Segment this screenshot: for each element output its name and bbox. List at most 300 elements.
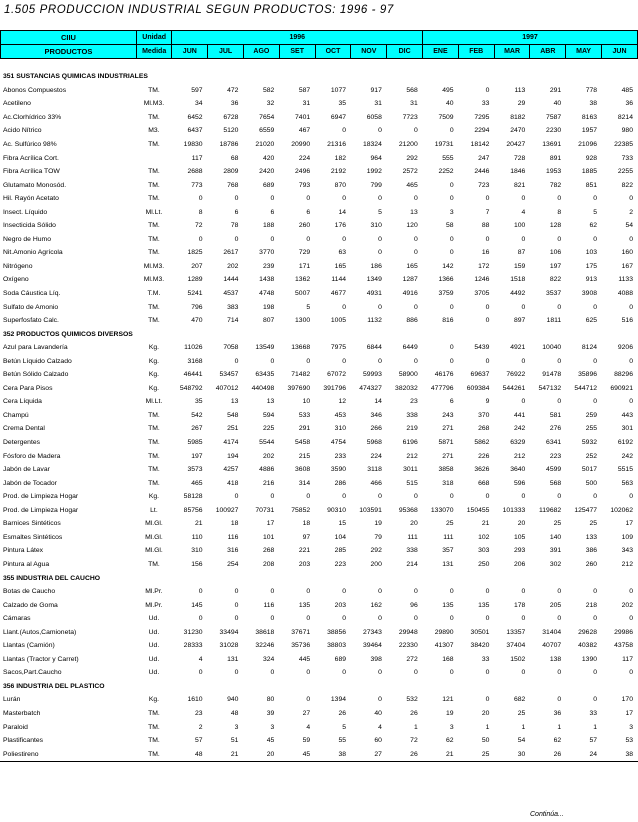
unit-cell: Ml.M3.	[143, 100, 165, 108]
table-row	[0, 368, 638, 382]
table-row	[0, 138, 638, 152]
value-cell: 0	[521, 303, 526, 311]
table-row	[0, 382, 638, 396]
value-cell: 63435	[255, 371, 275, 379]
value-cell: 5968	[366, 439, 382, 447]
value-cell: 13	[266, 398, 275, 406]
value-cell: 1362	[295, 276, 311, 284]
value-cell: 0	[629, 303, 633, 311]
table-row	[0, 693, 638, 707]
table-row	[0, 97, 638, 111]
value-cell: 260	[298, 222, 311, 230]
value-cell: 1992	[366, 168, 382, 176]
value-cell: 101333	[502, 506, 526, 514]
value-cell: 445	[298, 655, 311, 663]
value-cell: 142	[442, 262, 454, 270]
value-cell: 8	[198, 208, 203, 216]
value-cell: 165	[406, 262, 418, 270]
value-cell: 3770	[259, 249, 275, 257]
product-name: Llantas (Tractor y Carret)	[3, 655, 79, 663]
value-cell: 266	[370, 425, 382, 433]
product-name: Cera Líquida	[3, 398, 42, 406]
value-cell: 807	[262, 317, 275, 325]
value-cell: 1	[485, 723, 490, 731]
unit-cell: Kg.	[148, 371, 160, 379]
table-row	[0, 246, 638, 260]
value-cell: 159	[513, 262, 526, 270]
value-cell: 0	[485, 235, 490, 243]
value-cell: 0	[629, 357, 633, 365]
table-row	[0, 287, 638, 301]
header-month: AGO	[244, 45, 280, 59]
value-cell: 3537	[546, 290, 562, 298]
table-row	[0, 666, 638, 680]
value-cell: 3	[449, 208, 454, 216]
value-cell: 25	[553, 520, 562, 528]
product-name: Oxígeno	[3, 276, 29, 284]
value-cell: 2470	[510, 127, 526, 135]
table-row	[0, 178, 638, 192]
product-name: Insecticida Sólido	[3, 222, 56, 230]
value-cell: 383	[227, 303, 239, 311]
value-cell: 1846	[510, 168, 526, 176]
value-cell: 11026	[184, 344, 203, 352]
value-cell: 18142	[470, 141, 490, 148]
value-cell: 0	[557, 235, 562, 243]
value-cell: 0	[449, 588, 454, 596]
value-cell: 324	[262, 655, 275, 663]
value-cell: 7975	[330, 344, 347, 352]
value-cell: 29948	[398, 628, 418, 636]
value-cell: 7401	[295, 113, 311, 121]
table-row	[0, 395, 638, 409]
value-cell: 19731	[434, 141, 454, 148]
value-cell: 291	[549, 86, 562, 94]
header-month: MAR	[494, 45, 530, 59]
value-cell: 581	[549, 411, 562, 419]
value-cell: 338	[406, 547, 418, 555]
table-row	[0, 625, 638, 639]
value-cell: 233	[334, 452, 347, 460]
value-cell: 2192	[330, 168, 347, 176]
unit-cell: T.M.	[147, 290, 161, 298]
value-cell: 0	[413, 493, 418, 501]
value-cell: 46441	[183, 371, 203, 379]
unit-cell: Kg.	[148, 344, 160, 352]
value-cell: 32	[266, 100, 275, 108]
value-cell: 0	[557, 493, 562, 501]
value-cell: 10040	[542, 344, 562, 352]
product-name: Negro de Humo	[3, 235, 51, 243]
value-cell: 57	[589, 737, 598, 745]
value-cell: 91478	[542, 371, 562, 379]
header-month: FEB	[458, 45, 494, 59]
value-cell: 0	[413, 235, 418, 243]
value-cell: 4886	[259, 466, 275, 474]
value-cell: 1390	[581, 655, 598, 663]
value-cell: 587	[298, 86, 311, 94]
value-cell: 0	[378, 357, 382, 365]
value-cell: 0	[557, 669, 562, 677]
unit-cell: Ml.M3.	[143, 262, 165, 270]
value-cell: 40382	[578, 642, 598, 650]
value-cell: 25	[517, 709, 526, 717]
value-cell: 145	[191, 601, 203, 609]
section-header	[0, 571, 638, 585]
value-cell: 0	[629, 235, 633, 243]
value-cell: 0	[521, 669, 526, 677]
value-cell: 102	[478, 533, 490, 541]
value-cell: 0	[485, 357, 490, 365]
value-cell: 516	[621, 317, 633, 325]
unit-cell: TM.	[148, 249, 160, 257]
value-cell: 0	[378, 493, 382, 501]
value-cell: 20427	[506, 141, 526, 148]
value-cell: 62	[553, 737, 562, 745]
value-cell: 35736	[291, 642, 311, 650]
unit-cell: Ud.	[148, 615, 160, 623]
value-cell: 9	[485, 398, 490, 406]
table-row	[0, 233, 638, 247]
value-cell: 36	[230, 100, 239, 108]
value-cell: 117	[622, 655, 633, 663]
value-cell: 0	[557, 615, 562, 623]
value-cell: 247	[478, 154, 490, 162]
value-cell: 6437	[187, 127, 203, 135]
value-cell: 20	[410, 520, 418, 528]
value-cell: 58128	[183, 493, 203, 501]
value-cell: 26	[530, 747, 566, 761]
value-cell: 0	[270, 615, 275, 623]
value-cell: 101	[262, 533, 275, 541]
value-cell: 0	[270, 357, 275, 365]
value-cell: 225	[262, 425, 275, 433]
value-cell: 4599	[546, 466, 562, 474]
unit-cell: TM.	[148, 168, 160, 176]
value-cell: 38803	[327, 642, 347, 650]
value-cell: 285	[334, 547, 347, 555]
value-cell: 18	[302, 520, 311, 528]
value-cell: 8	[557, 208, 562, 216]
value-cell: 255	[585, 425, 598, 433]
value-cell: 116	[227, 533, 239, 541]
value-cell: 41307	[434, 642, 454, 650]
value-cell: 40707	[542, 642, 562, 650]
value-cell: 515	[406, 479, 418, 487]
value-cell: 111	[407, 533, 418, 541]
table-row	[0, 531, 638, 545]
value-cell: 1502	[510, 655, 526, 663]
value-cell: 18786	[219, 141, 239, 148]
value-cell: 0	[449, 344, 454, 352]
value-cell: 27	[302, 709, 311, 717]
value-cell: 215	[298, 452, 311, 460]
value-cell: 548792	[179, 384, 203, 392]
value-cell: 5241	[187, 290, 203, 298]
unit-cell: M3.	[148, 127, 160, 135]
value-cell: 0	[270, 195, 275, 203]
value-cell: 7	[485, 208, 490, 216]
value-cell: 120	[406, 222, 418, 230]
value-cell: 37671	[291, 628, 311, 636]
value-cell: 5	[342, 723, 347, 731]
product-name: Champú	[3, 411, 29, 419]
table-row	[0, 205, 638, 219]
value-cell: 2420	[259, 168, 275, 176]
table-row	[0, 314, 638, 328]
value-cell: 111	[443, 533, 454, 541]
unit-cell: Ud.	[148, 655, 160, 663]
value-cell: 0	[270, 588, 275, 596]
table-row	[0, 517, 638, 531]
product-name: Insect. Líquido	[3, 208, 48, 216]
value-cell: 568	[549, 479, 562, 487]
value-cell: 4	[198, 655, 203, 663]
product-name: Prod. de Limpieza Hogar	[3, 493, 79, 501]
product-name: Fósforo de Madera	[3, 452, 61, 460]
value-cell: 2230	[546, 127, 562, 135]
value-cell: 267	[191, 425, 203, 433]
value-cell: 176	[334, 222, 347, 230]
value-cell: 223	[549, 452, 562, 460]
value-cell: 6452	[187, 113, 203, 121]
product-name: Poliestireno	[0, 747, 136, 761]
value-cell: 0	[629, 195, 633, 203]
value-cell: 980	[621, 127, 633, 135]
value-cell: 6	[234, 208, 239, 216]
value-cell: 53	[625, 737, 633, 745]
value-cell: 116	[263, 601, 275, 609]
value-cell: 226	[478, 452, 490, 460]
value-cell: 59	[302, 737, 311, 745]
value-cell: 0	[198, 195, 203, 203]
table-row	[0, 558, 638, 572]
value-cell: 21316	[327, 141, 347, 148]
section-header	[0, 327, 638, 341]
value-cell: 0	[306, 235, 311, 243]
value-cell: 224	[370, 452, 382, 460]
value-cell: 4	[378, 723, 382, 731]
unit-cell: TM.	[148, 709, 160, 717]
value-cell: 1444	[223, 276, 239, 284]
product-name: Glutamato Monosód.	[3, 181, 67, 189]
value-cell: 1144	[331, 276, 347, 284]
value-cell: 0	[342, 303, 347, 311]
value-cell: 467	[298, 127, 311, 135]
value-cell: 6844	[366, 344, 382, 352]
table-row	[0, 151, 638, 165]
value-cell: 168	[442, 655, 454, 663]
value-cell: 0	[449, 357, 454, 365]
value-cell: 57	[195, 737, 203, 745]
unit-cell: TM.	[148, 113, 160, 121]
value-cell: 555	[442, 154, 454, 162]
value-cell: 689	[262, 181, 275, 189]
value-cell: 310	[191, 547, 203, 555]
value-cell: 3858	[438, 466, 454, 474]
value-cell: 0	[593, 195, 598, 203]
value-cell: 1133	[618, 276, 633, 284]
value-cell: 563	[621, 479, 633, 487]
value-cell: 3	[629, 723, 633, 731]
value-cell: 26	[387, 747, 423, 761]
table-row	[0, 463, 638, 477]
value-cell: 19830	[183, 141, 203, 148]
unit-cell: TM.	[148, 425, 160, 433]
value-cell: 128	[549, 222, 562, 230]
value-cell: 398	[370, 655, 382, 663]
product-name: Paraloid	[3, 723, 28, 731]
value-cell: 0	[629, 493, 633, 501]
value-cell: 343	[621, 547, 633, 555]
value-cell: 314	[298, 479, 311, 487]
value-cell: 203	[298, 560, 311, 568]
value-cell: 0	[485, 303, 490, 311]
value-cell: 239	[262, 262, 275, 270]
value-cell: 1246	[474, 276, 490, 284]
value-cell: 0	[342, 235, 347, 243]
value-cell: 33494	[219, 628, 239, 636]
value-cell: 19	[446, 709, 454, 717]
value-cell: 1366	[438, 276, 454, 284]
value-cell: 16	[481, 249, 490, 257]
value-cell: 31028	[219, 642, 239, 650]
table-row	[0, 165, 638, 179]
value-cell: 596	[513, 479, 526, 487]
value-cell: 3573	[187, 466, 203, 474]
value-cell: 109	[621, 533, 633, 541]
value-cell: 453	[334, 411, 347, 419]
product-name: Hil. Rayón Acetato	[3, 195, 59, 203]
value-cell: 689	[334, 655, 347, 663]
value-cell: 250	[478, 560, 490, 568]
value-cell: 0	[593, 696, 598, 704]
product-name: Nit.Amonio Agrícola	[3, 249, 63, 257]
value-cell: 0	[629, 398, 633, 406]
value-cell: 58	[446, 222, 454, 230]
value-cell: 0	[306, 195, 311, 203]
unit-cell: Ud.	[148, 628, 160, 636]
value-cell: 0	[593, 235, 598, 243]
page-title: 1.505 PRODUCCION INDUSTRIAL SEGUN PRODUCTOS: 1996 - 97	[4, 4, 394, 16]
value-cell: 1287	[402, 276, 418, 284]
value-cell: 0	[557, 303, 562, 311]
product-name: Acetileno	[3, 100, 31, 108]
value-cell: 940	[227, 696, 239, 704]
value-cell: 0	[306, 696, 311, 704]
value-cell: 382032	[395, 384, 418, 392]
value-cell: 119682	[538, 506, 562, 514]
value-cell: 2	[198, 723, 203, 731]
value-cell: 62	[446, 737, 454, 745]
value-cell: 3908	[581, 290, 598, 298]
value-cell: 22385	[614, 141, 633, 148]
value-cell: 104	[334, 533, 347, 541]
unit-cell: Kg.	[148, 696, 160, 704]
value-cell: 135	[478, 601, 490, 609]
unit-cell: TM.	[148, 195, 160, 203]
value-cell: 69637	[470, 371, 490, 379]
value-cell: 5985	[187, 439, 203, 447]
value-cell: 38618	[255, 628, 275, 636]
value-cell: 1885	[581, 168, 598, 176]
product-name: Betún Líquido Calzado	[3, 357, 72, 365]
value-cell: 36	[625, 100, 633, 108]
value-cell: 39464	[362, 642, 382, 650]
value-cell: 24	[566, 747, 602, 761]
value-cell: 917	[370, 86, 382, 94]
value-cell: 14	[338, 208, 347, 216]
header-month: OCT	[315, 45, 351, 59]
value-cell: 4677	[330, 290, 347, 298]
value-cell: 0	[521, 398, 526, 406]
value-cell: 198	[262, 303, 275, 311]
value-cell: 31	[302, 100, 311, 108]
value-cell: 6559	[259, 127, 275, 135]
value-cell: 0	[557, 398, 562, 406]
value-cell: 714	[227, 317, 239, 325]
value-cell: 29	[517, 100, 526, 108]
product-name: Superfosfato Calc.	[3, 317, 59, 325]
value-cell: 22330	[398, 642, 418, 650]
value-cell: 0	[378, 615, 382, 623]
value-cell: 6196	[402, 439, 418, 447]
value-cell: 38	[602, 747, 638, 761]
product-name: Acido Nítrico	[3, 127, 42, 135]
value-cell: 3626	[474, 466, 490, 474]
value-cell: 0	[378, 195, 382, 203]
value-cell: 816	[442, 317, 454, 325]
value-cell: 5017	[581, 466, 598, 474]
value-cell: 0	[342, 493, 347, 501]
value-cell: 21200	[398, 141, 418, 148]
value-cell: 34	[195, 100, 203, 108]
value-cell: 4754	[330, 439, 347, 447]
value-cell: 4492	[510, 290, 526, 298]
value-cell: 532	[406, 696, 418, 704]
value-cell: 582	[262, 86, 275, 94]
product-name: Nitrógeno	[3, 262, 33, 270]
value-cell: 2255	[617, 168, 633, 176]
value-cell: 293	[513, 547, 526, 555]
value-cell: 7058	[223, 344, 239, 352]
value-cell: 15	[338, 520, 347, 528]
value-cell: 88296	[614, 371, 633, 379]
value-cell: 20	[517, 520, 526, 528]
value-cell: 29628	[578, 628, 598, 636]
value-cell: 110	[191, 533, 203, 541]
unit-cell: Kg.	[148, 384, 160, 392]
value-cell: 316	[227, 547, 239, 555]
value-cell: 0	[593, 398, 598, 406]
value-cell: 79	[374, 533, 382, 541]
header-year-1997: 1997	[423, 31, 638, 45]
unit-cell: Ud.	[148, 642, 160, 650]
value-cell: 318	[442, 479, 454, 487]
value-cell: 6341	[546, 439, 562, 447]
value-cell: 5	[593, 208, 598, 216]
value-cell: 251	[227, 425, 239, 433]
value-cell: 7654	[259, 113, 275, 121]
value-cell: 386	[585, 547, 598, 555]
value-cell: 0	[629, 588, 633, 596]
value-cell: 4	[521, 208, 526, 216]
product-name: Masterbatch	[3, 709, 41, 717]
value-cell: 0	[485, 696, 490, 704]
value-cell: 45	[279, 747, 315, 761]
value-cell: 5007	[295, 290, 311, 298]
unit-cell: Ml.Lt.	[145, 398, 163, 406]
